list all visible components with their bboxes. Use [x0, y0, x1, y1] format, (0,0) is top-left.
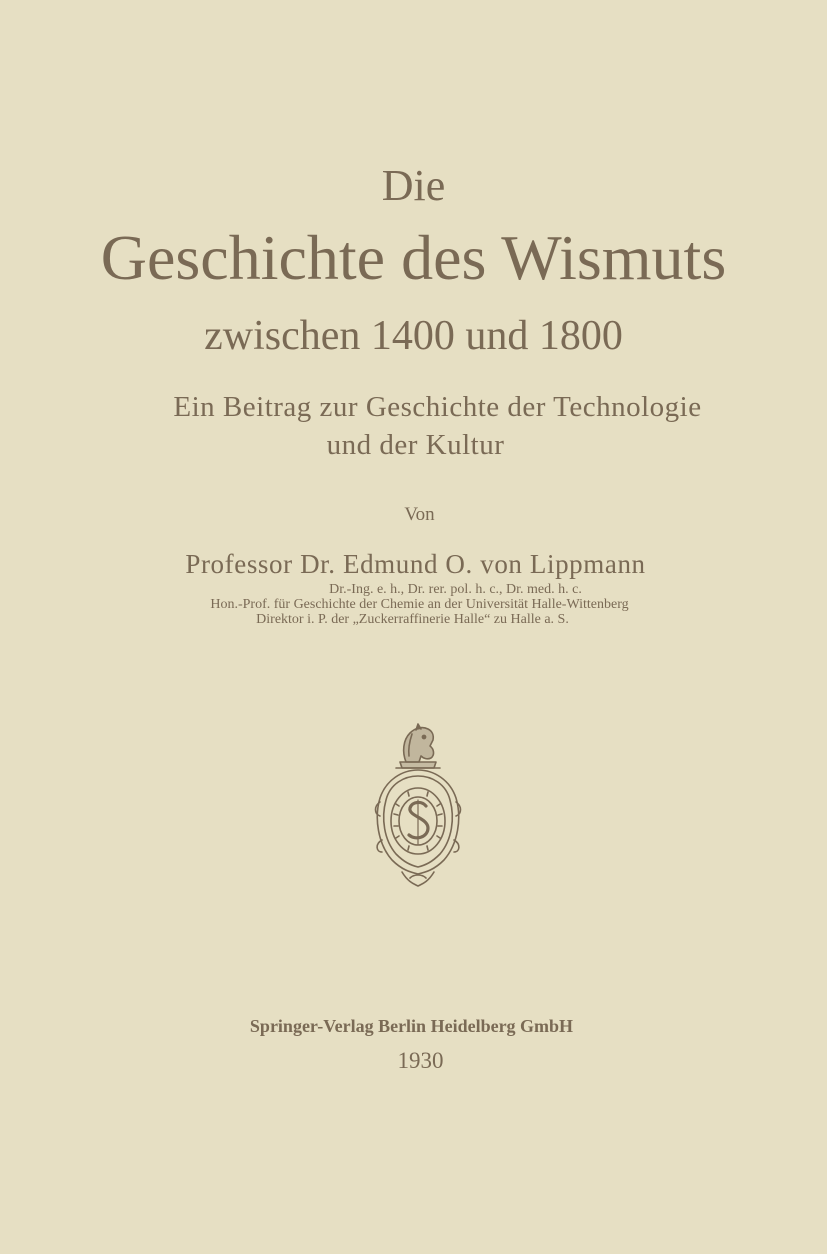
subtitle-line-1: Ein Beitrag zur Geschichte der Technologie [173, 391, 702, 423]
author-credential-2: Hon.-Prof. für Geschichte der Chemie an der Universität Halle-Wittenberg [210, 597, 629, 612]
subtitle-line-2: und der Kultur [326, 429, 505, 461]
publisher-imprint: Springer-Verlag Berlin Heidelberg GmbH [249, 1016, 574, 1036]
author-name: Professor Dr. Edmund O. von Lippmann [185, 549, 646, 579]
title-main: Geschichte des Wismuts [100, 222, 727, 293]
title-line-die: Die [381, 161, 446, 210]
byline-von: Von [404, 504, 435, 525]
springer-horse-emblem-icon [372, 722, 464, 888]
author-credential-3: Direktor i. P. der „Zuckerraffinerie Halle“ zu Halle a. S. [256, 612, 569, 627]
publication-year: 1930 [397, 1048, 444, 1073]
title-period: zwischen 1400 und 1800 [204, 313, 623, 359]
author-credential-1: Dr.-Ing. e. h., Dr. rer. pol. h. c., Dr. med. h. c. [329, 582, 582, 597]
